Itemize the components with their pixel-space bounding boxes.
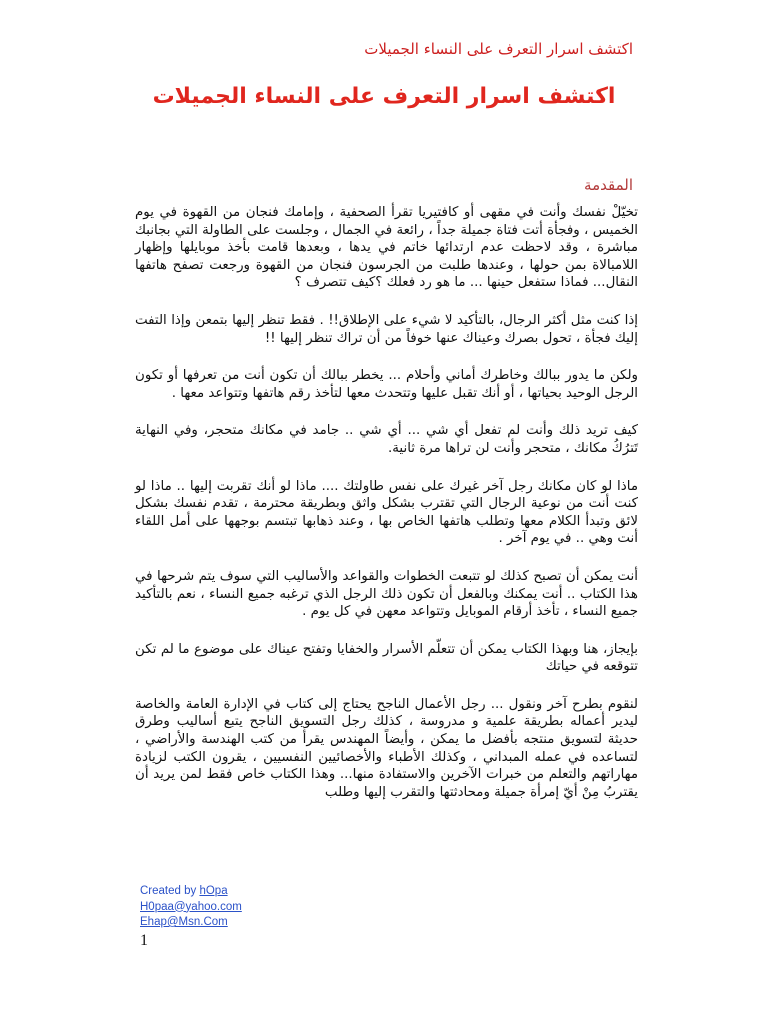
paragraph: لنقوم بطرح آخر ونقول ... رجل الأعمال الناجح يحتاج إلى كتاب في الإدارة العامة والخاصة ليدير أعماله بطريقة علمية و مدروسة ، كذلك رجل التسويق الناجح يتبع أساليب وطرق حديثة لتسويق منتجه بأفضل ما يمكن ، وأيضاً المهندس يقرأ من كتب الهندسة والأراضي ، لتساعده في عمله المبداني ، وكذلك الأطباء والأخصائيين النفسيين ، يقرون الكتب لزيادة مهاراتهم والتعلم من خبرات الآخرين والاستفادة منها... وهذا الكتاب خاص فقط لمن يريد أن يقتربُ مِنْ أيّ إمرأة جميلة ومحادثتها والتقرب إليها وطلب [135, 696, 638, 800]
email-link-msn[interactable]: Ehap@Msn.Com [140, 916, 228, 928]
section-heading-introduction: المقدمة [584, 176, 633, 194]
paragraph: إذا كنت مثل أكثر الرجال، بالتأكيد لا شيء على الإطلاق!! . فقط تنظر إليها بتمعن وإذا التفت إليك فجأة ، تحول بصرك وعيناك عنها خوفاً من أن تراك تنظر إليها !! [135, 312, 638, 346]
page-number: 1 [140, 932, 148, 949]
paragraph: ولكن ما يدور ببالك وخاطرك أماني وأحلام ... يخطر ببالك أن تكون أنت من تعرفها أو تكون الرجل الوحيد بحياتها ، أو أنك تقبل عليها وتتحدث معها لتأخذ رقم هاتفها وتتواعد معها . [135, 368, 638, 401]
credits-block [140, 884, 242, 931]
email-link-yahoo[interactable]: H0paa@yahoo.com [140, 900, 242, 913]
paragraph: تخيّلْ نفسك وأنت في مقهى أو كافتيريا تقرأ الصحفية ، وإمامك فنجان من القهوة في يوم الخميس ، وفجأة أتت فتاة جميلة جداً ، رائعة في الجمال ، وجلست على الطاولة التي بجانبك مباشرة ، وقد لاحظت عدم ارتدائها خاتم في يدها ، وبعدها قامت بأخذ موبايلها وإظهار اللامبالاة بمن حولها ، وعندها طلبت من الجرسون فنجان من القهوة ورجعت تصفح هاتفها النقال... فماذا ستفعل حينها ... ما هو رد فعلك ؟كيف تتصرف ؟ [135, 205, 638, 291]
body-text [135, 204, 638, 821]
document-title: اكتشف اسرار التعرف على النساء الجميلات [152, 84, 616, 109]
running-header: اكتشف اسرار التعرف على النساء الجميلات [364, 40, 633, 58]
paragraph: كيف تريد ذلك وأنت لم تفعل أي شي ... أي شي .. جامد في مكانك متحجر، وفي النهاية تَترُكُ مكانك ، متحجر وأنت لن تراها مرة ثانية. [135, 423, 638, 456]
paragraph: بإيجاز، هنا وبهذا الكتاب يمكن أن تتعلّم الأسرار والخفايا وتفتح عيناك على موضوع ما لم تكن تتوقعه في حياتك [135, 641, 638, 675]
created-by-line [140, 884, 242, 900]
paragraph: ماذا لو كان مكانك رجل آخر غيرك على نفس طاولتك .... ماذا لو أنك تقربت إليها .. ماذا لو كنت أنت من نوعية الرجال التي تقترب بشكل واثق وبطريقة محترمة ، تقدم نفسك بشكل لائق وتبدأ الكلام معها وتطلب هاتفها الخاص بها ، وعند ذهابها تبتسم بوجهها على أمل اللقاء أنت وهي .. في يوم آخر . [135, 478, 638, 547]
author-link[interactable]: hOpa [199, 885, 228, 897]
paragraph: أنت يمكن أن تصبح كذلك لو تتبعت الخطوات والقواعد والأساليب التي سوف يتم شرحها في هذا الكتاب .. أنت يمكنك وبالفعل أن تكون ذلك الرجل الذي ترغبه جميع النساء ، نعم بالتأكيد جميع النساء ، تأخذ أرقام الموبايل وتتواعد معهن في كل يوم . [135, 568, 638, 620]
created-by-prefix: Created by [140, 885, 200, 897]
